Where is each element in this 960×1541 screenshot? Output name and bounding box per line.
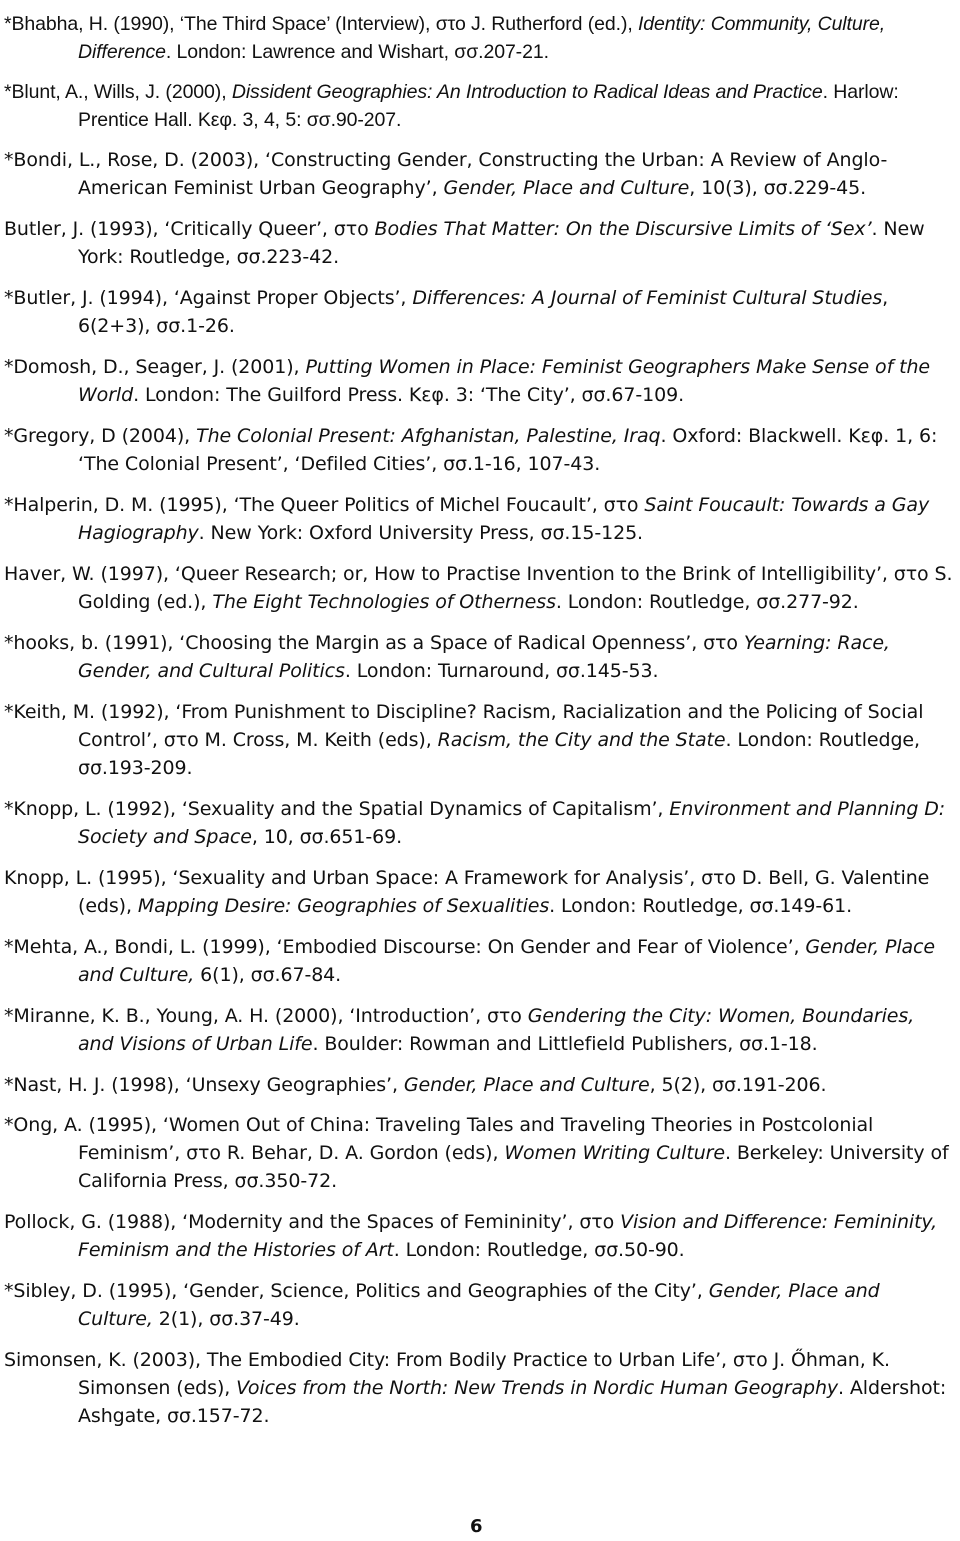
reference-entry: *Mehta, A., Bondi, L. (1999), ‘Embodied Discourse: On Gender and Fear of Violence’, Gender, Place and Culture, 6(1), σσ.67-84.: [4, 936, 935, 986]
reference-entry: *Keith, M. (1992), ‘From Punishment to Discipline? Racism, Racialization and the Policing of Social Control’, στο M. Cross, M. Keith (eds), Racism, the City and the State. London: Routledge, σσ.193-209.: [4, 701, 924, 779]
reference-entry: *Blunt, A., Wills, J. (2000), Dissident Geographies: An Introduction to Radical Ideas and Practice. Harlow: Prentice Hall. Κεφ. 3, 4, 5: σσ.90-207.: [4, 80, 899, 131]
reference-entry: Knopp, L. (1995), ‘Sexuality and Urban Space: A Framework for Analysis’, στο D. Bell, G. Valentine (eds), Mapping Desire: Geographies of Sexualities. London: Routledge, σσ.149-61.: [4, 867, 930, 917]
reference-entry: *Ong, A. (1995), ‘Women Out of China: Traveling Tales and Traveling Theories in Postcolonial Feminism’, στο R. Behar, D. A. Gordon (eds), Women Writing Culture. Berkeley: University of California Press, σσ.350-72.: [4, 1114, 949, 1192]
reference-entry: Simonsen, K. (2003), The Embodied City: From Bodily Practice to Urban Life’, στο J. Őhman, K. Simonsen (eds), Voices from the North: New Trends in Nordic Human Geography. Aldershot: Ashgate, σσ.157-72.: [4, 1349, 947, 1427]
reference-entry: *Bondi, L., Rose, D. (2003), ‘Constructing Gender, Constructing the Urban: A Review of Anglo-American Feminist Urban Geography’, Gender, Place and Culture, 10(3), σσ.229-45.: [4, 149, 888, 199]
reference-entry: Pollock, G. (1988), ‘Modernity and the Spaces of Femininity’, στο Vision and Difference: Femininity, Feminism and the Histories of Art. London: Routledge, σσ.50-90.: [4, 1211, 938, 1261]
reference-entry: Butler, J. (1993), ‘Critically Queer’, στο Bodies That Matter: On the Discursive Limits of ‘Sex’. New York: Routledge, σσ.223-42.: [4, 218, 925, 268]
reference-entry: Haver, W. (1997), ‘Queer Research; or, How to Practise Invention to the Brink of Intelligibility’, στο S. Golding (ed.), The Eight Technologies of Otherness. London: Routledge, σσ.277-92.: [4, 563, 953, 613]
reference-entry: *Nast, H. J. (1998), ‘Unsexy Geographies’, Gender, Place and Culture, 5(2), σσ.191-206.: [4, 1074, 827, 1096]
reference-entry: *Bhabha, H. (1990), ‘The Third Space’ (Interview), στο J. Rutherford (ed.), Identity: Community, Culture, Difference. London: Lawrence and Wishart, σσ.207-21.: [4, 12, 886, 63]
reference-entry: *Domosh, D., Seager, J. (2001), Putting Women in Place: Feminist Geographers Make Sense of the World. London: The Guilford Press. Κεφ. 3: ‘The City’, σσ.67-109.: [4, 356, 930, 406]
reference-entry: *Halperin, D. M. (1995), ‘The Queer Politics of Michel Foucault’, στο Saint Foucault: Towards a Gay Hagiography. New York: Oxford University Press, σσ.15-125.: [4, 494, 930, 544]
reference-entry: *Gregory, D (2004), The Colonial Present: Afghanistan, Palestine, Iraq. Oxford: Blackwell. Κεφ. 1, 6: ‘The Colonial Present’, ‘Defiled Cities’, σσ.1-16, 107-43.: [4, 425, 938, 475]
reference-entry: *Sibley, D. (1995), ‘Gender, Science, Politics and Geographies of the City’, Gender, Place and Culture, 2(1), σσ.37-49.: [4, 1280, 880, 1330]
reference-entry: *Knopp, L. (1992), ‘Sexuality and the Spatial Dynamics of Capitalism’, Environment and Planning D: Society and Space, 10, σσ.651-69.: [4, 798, 946, 848]
reference-entry: *Butler, J. (1994), ‘Against Proper Objects’, Differences: A Journal of Feminist Cultural Studies, 6(2+3), σσ.1-26.: [4, 287, 889, 337]
page-number: 6: [470, 1516, 483, 1537]
reference-entry: *Miranne, K. B., Young, A. H. (2000), ‘Introduction’, στο Gendering the City: Women, Boundaries, and Visions of Urban Life. Boulder: Rowman and Littlefield Publishers, σσ.1-18.: [4, 1005, 915, 1055]
reference-entry: *hooks, b. (1991), ‘Choosing the Margin as a Space of Radical Openness’, στο Yearning: Race, Gender, and Cultural Politics. London: Turnaround, σσ.145-53.: [4, 632, 890, 682]
